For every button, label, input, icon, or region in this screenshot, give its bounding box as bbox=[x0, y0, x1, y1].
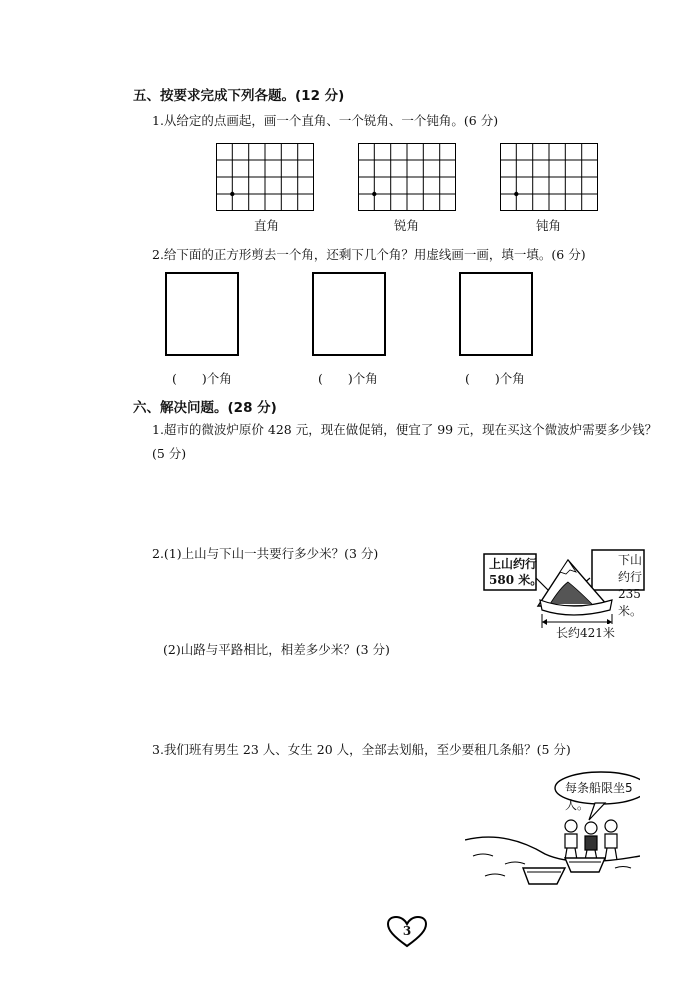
up-label-line1: 上山约行 bbox=[489, 557, 538, 571]
question-6-1-line2: (5 分) bbox=[152, 446, 187, 461]
square-2[interactable] bbox=[312, 272, 386, 356]
question-6-1-line1: 1.超市的微波炉原价 428 元，现在做促销，便宜了 99 元，现在买这个微波炉需要多少钱？ bbox=[152, 422, 658, 437]
down-label-line1: 下山约行 bbox=[618, 553, 643, 584]
question-6-3: 3.我们班有男生 23 人、女生 20 人，全部去划船，至少要租几条船？(5 分) bbox=[152, 742, 571, 757]
question-5-1: 1.从给定的点画起，画一个直角、一个锐角、一个钝角。(6 分) bbox=[152, 113, 499, 128]
section-6-title: 六、解决问题。(28 分) bbox=[133, 400, 277, 416]
boating-illustration bbox=[465, 768, 640, 893]
blank-angle-count-2[interactable]: ( )个角 bbox=[318, 371, 378, 386]
flat-distance-label: 长约421米 bbox=[556, 626, 615, 640]
page-number: 3 bbox=[402, 924, 412, 938]
question-6-2-part1: 2.(1)上山与下山一共要行多少米？(3 分) bbox=[152, 546, 379, 561]
square-1[interactable] bbox=[165, 272, 239, 356]
page-number-badge bbox=[387, 916, 427, 948]
blank-angle-count-3[interactable]: ( )个角 bbox=[465, 371, 525, 386]
question-6-2-part2: (2)山路与平路相比，相差多少米？(3 分) bbox=[163, 642, 390, 657]
speech-bubble-text: 每条船限坐5人。 bbox=[565, 781, 633, 812]
blank-angle-count-1[interactable]: ( )个角 bbox=[172, 371, 232, 386]
dot-grid-right-angle[interactable] bbox=[216, 143, 314, 211]
label-obtuse-angle: 钝角 bbox=[536, 218, 562, 233]
mountain-illustration bbox=[480, 548, 650, 638]
dot-grid-obtuse-angle[interactable] bbox=[500, 143, 598, 211]
up-label-line2: 580 米。 bbox=[489, 573, 543, 587]
question-5-2: 2.给下面的正方形剪去一个角，还剩下几个角？用虚线画一画，填一填。(6 分) bbox=[152, 247, 586, 262]
label-right-angle: 直角 bbox=[254, 218, 280, 233]
square-3[interactable] bbox=[459, 272, 533, 356]
down-label-line2: 235米。 bbox=[618, 587, 643, 618]
dot-grid-acute-angle[interactable] bbox=[358, 143, 456, 211]
down-distance-label bbox=[618, 552, 650, 620]
label-acute-angle: 锐角 bbox=[394, 218, 420, 233]
up-distance-label bbox=[489, 556, 542, 588]
section-5-title: 五、按要求完成下列各题。(12 分) bbox=[133, 88, 345, 104]
